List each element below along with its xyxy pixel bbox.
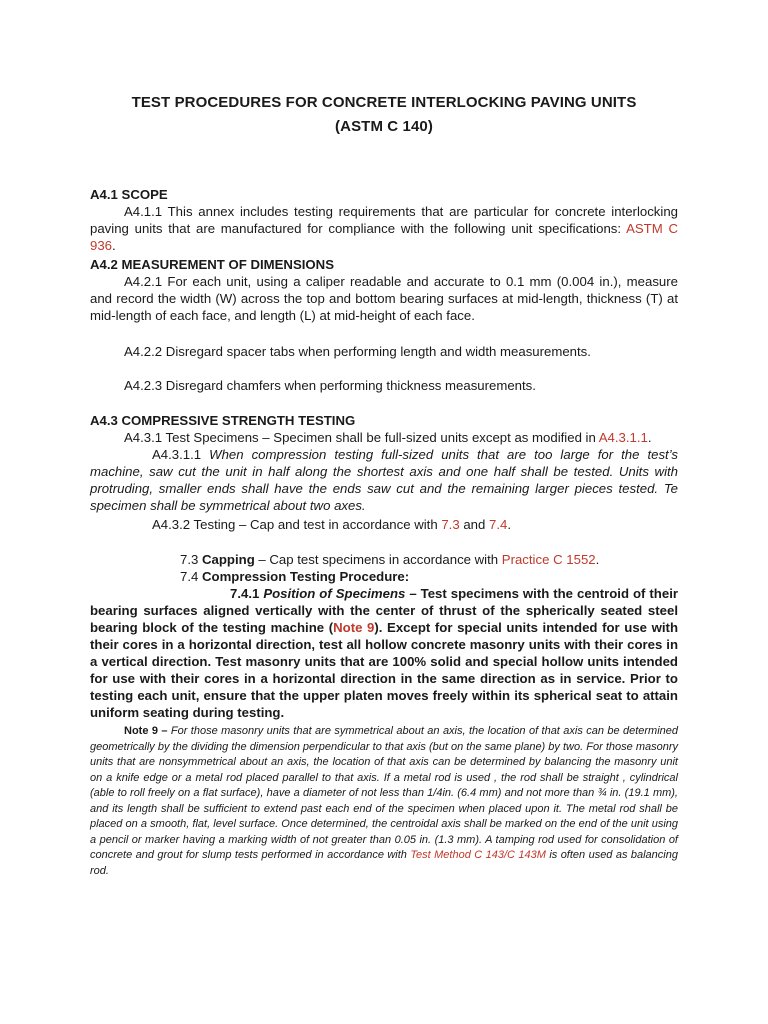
a4311-link[interactable]: A4.3.1.1 [598,430,648,445]
document-title-line1: TEST PROCEDURES FOR CONCRETE INTERLOCKING PAVING UNITS [131,94,637,111]
paragraph-a4311-num: A4.3.1.1 [152,447,210,462]
section-heading-a43: A4.3 COMPRESSIVE STRENGTH TESTING [90,413,356,428]
paragraph-a4311 [90,446,678,514]
paragraph-73-text: – Cap test specimens in accordance with [254,552,502,567]
section-heading-a42: A4.2 MEASUREMENT OF DIMENSIONS [90,257,334,272]
note-9-dash: – [157,725,171,737]
paragraph-a432-end: . [507,517,512,532]
note-9-block [90,724,678,879]
paragraph-73-end: . [595,552,600,567]
paragraph-a423: A4.2.3 Disregard chamfers when performing thickness measurements. [124,378,536,393]
paragraph-741-num: 7.4.1 [230,586,264,601]
paragraph-a4311-text: When compression testing full-sized units that are too large for the test’s machine, saw cut the unit in half along the shortest axis and one half shall be tested. Units with protruding, smaller ends shall have the ends saw cut and the remaining larger pieces tested. Te specimen shall be symmetrical about two axes. [90,447,678,513]
paragraph-a431-text: A4.3.1 Test Specimens – Specimen shall be full-sized units except as modified in [124,430,599,445]
paragraph-73-bold: Capping [202,552,255,567]
paragraph-a432 [152,516,740,533]
paragraph-a432-and: and [459,517,490,532]
paragraph-a421: A4.2.1 For each unit, using a caliper readable and accurate to 0.1 mm (0.004 in.), measure and record the width (W) across the top and bottom bearing surfaces at mid-length, thickness (T) at mid-length of each face, and length (L) at mid-height of each face. [90,274,678,323]
paragraph-741 [90,585,678,721]
paragraph-74-num: 7.4 [180,569,202,584]
document-title-line2: (ASTM C 140) [335,118,433,135]
paragraph-741-italic: Position of Specimens [263,586,406,601]
paragraph-741-text-a: – Test specimens with the centroid of their bearing surfaces aligned vertically with the center of thrust of the spherically seated steel bearing block of the testing machine ( [90,586,678,635]
paragraph-a422: A4.2.2 Disregard spacer tabs when performing length and width measurements. [124,344,591,359]
paragraph-73-num: 7.3 [180,552,202,567]
note-9-label: Note 9 [124,725,158,737]
paragraph-a411-end: . [112,238,116,253]
paragraph-74 [180,568,768,585]
section-73-link[interactable]: 7.3 [441,517,460,532]
paragraph-a432-text: A4.3.2 Testing – Cap and test in accordance with [152,517,442,532]
practice-c1552-link[interactable]: Practice C 1552 [501,552,596,567]
paragraph-a411-text: A4.1.1 This annex includes testing requirements that are particular for concrete interlocking paving units that are manufactured for compliance with the following unit specifications: [90,204,678,236]
paragraph-73 [180,551,768,568]
paragraph-a431-end: . [647,430,652,445]
paragraph-a431 [124,429,712,446]
note-9-text: For those masonry units that are symmetrical about an axis, the location of that axis can be determined geometrically by the dividing the dimension perpendicular to that axis (but on the same plane) by two. For those masonry units that are nonsymmetrical about an axis, the location of that axis can be determined by balancing the masonry unit on a knife edge or a metal rod placed parallel to that axis. If a metal rod is used , the rod shall be straight , cylindrical (able to roll freely on a flat surface), have a diameter of not less than 1/4in. (6.4 mm) and not more than ¾ in. (19.1 mm), and its length shall be sufficient to extend past each end of the specimen when placed upon it. The metal rod shall be placed on a smooth, flat, level surface. Once determined, the centroidal axis shall be marked on the end of the unit using a pencil or marker having a marking width of not greater than 0.05 in. (1.3 mm). A tamping rod used for consolidation of concrete and grout for slump tests performed in accordance with [90,725,679,861]
note-9-link[interactable]: Note 9 [333,620,375,635]
note-9-end: is often used as balancing rod. [90,849,678,877]
paragraph-a411 [90,203,678,254]
test-method-c143-link[interactable]: Test Method C 143/C 143M [410,849,546,861]
section-heading-a41: A4.1 SCOPE [90,187,168,202]
section-74-link[interactable]: 7.4 [489,517,508,532]
astm-c936-link[interactable]: ASTM C 936 [90,221,678,253]
paragraph-741-text-b: ). Except for special units intended for use with their cores in a horizontal direction, test all hollow concrete masonry units with their cores in a vertical direction. Test masonry units that are 100% solid and special hollow units intended for use with their cores in a horizontal direction in the same direction as in service. Prior to testing each unit, ensure that the upper platen moves freely within its spherical seat to attain uniform seating during testing. [90,620,678,720]
paragraph-74-bold: Compression Testing Procedure: [202,569,410,584]
